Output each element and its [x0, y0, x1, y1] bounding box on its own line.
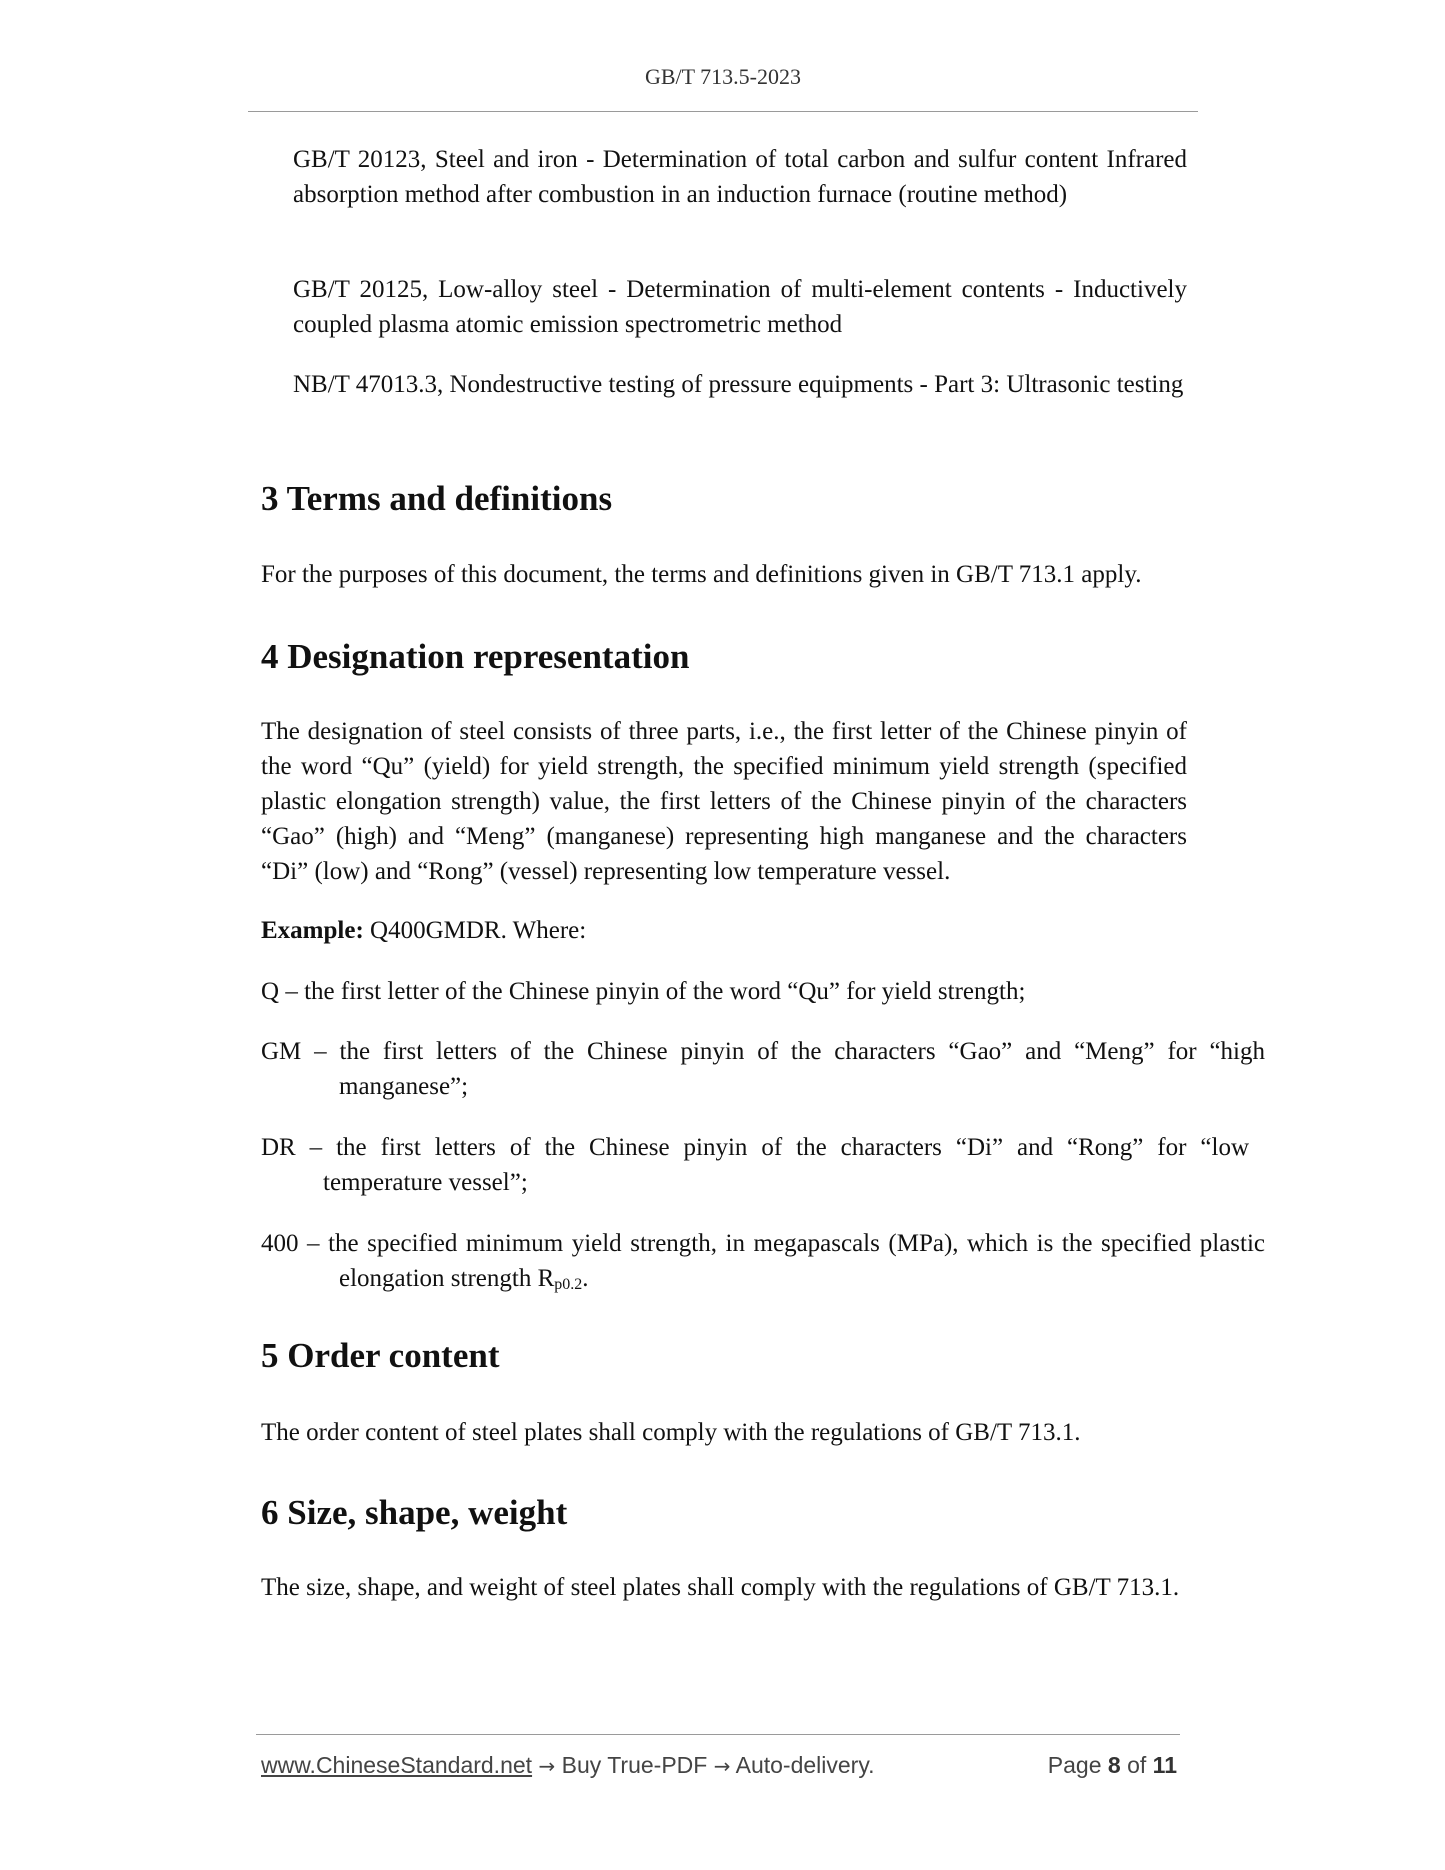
designation-item-q: Q – the first letter of the Chinese pinyin of the word “Qu” for yield strength;	[261, 978, 1026, 1005]
designation-item-400: 400 – the specified minimum yield strength, in megapascals (MPa), which is the specified plastic elongation strength $R_{p0.2}$.	[261, 1230, 1266, 1293]
item-text: the first letter of the Chinese pinyin of the word “Qu” for yield strength;	[304, 978, 1026, 1005]
section-5-text: The order content of steel plates shall comply with the regulations of GB/T 713.1.	[261, 1419, 1081, 1446]
item-text: the first letters of the Chinese pinyin of the characters “Gao” and “Meng” for “high manganese”;	[339, 1038, 1265, 1100]
item-text: the specified minimum yield strength, in megapascals (MPa), which is the specified plastic elongation strength R	[328, 1230, 1266, 1292]
page-label: Page	[1047, 1752, 1102, 1778]
item-key: Q	[261, 978, 280, 1005]
item-key: GM	[261, 1038, 302, 1065]
reference-gbt-20123: GB/T 20123, Steel and iron - Determination of total carbon and sulfur content Infrared absorption method after combustion in an induction furnace (routine method)	[293, 146, 1187, 208]
designation-item-gm: GM – the first letters of the Chinese pinyin of the characters “Gao” and “Meng” for “high manganese”;	[261, 1038, 1265, 1100]
example-line	[261, 913, 1187, 948]
page-number: 8	[1107, 1752, 1121, 1778]
page-indicator	[1048, 1752, 1177, 1779]
designation-item-dr: DR – the first letters of the Chinese pinyin of the characters “Di” and “Rong” for “low temperature vessel”;	[261, 1134, 1249, 1196]
example-label: Example:	[261, 917, 364, 944]
page-footer	[261, 1752, 1181, 1782]
page-total: 11	[1152, 1752, 1177, 1778]
item-tail: .	[582, 1265, 589, 1292]
footer-divider	[256, 1734, 1180, 1735]
reference-gbt-20125: GB/T 20125, Low-alloy steel - Determination of multi-element contents - Inductively coupled plasma atomic emission spectrometric method	[293, 276, 1187, 338]
section-5-heading: 5 Order content	[261, 1336, 500, 1375]
section-3-heading: 3 Terms and definitions	[261, 479, 613, 518]
section-4-text: The designation of steel consists of three parts, i.e., the first letter of the Chinese pinyin of the word “Qu” (yield) for yield strength, the specified minimum yield strength (specified plastic elongation strength) value, the first letters of the Chinese pinyin of the characters “Gao” (high) and “Meng” (manganese) representing high manganese and the characters “Di” (low) and “Rong” (vessel) representing low temperature vessel.	[261, 718, 1187, 885]
reference-nbt-47013-3: NB/T 47013.3, Nondestructive testing of pressure equipments - Part 3: Ultrasonic testing	[293, 371, 1184, 398]
website-link[interactable]: www.ChineseStandard.net	[261, 1752, 533, 1778]
section-6-heading: 6 Size, shape, weight	[261, 1493, 568, 1532]
arrow-right-icon: →	[713, 1754, 731, 1778]
auto-delivery-text: Auto-delivery.	[735, 1752, 875, 1778]
item-key: 400	[261, 1230, 299, 1257]
buy-true-pdf-text: Buy True-PDF	[561, 1752, 708, 1778]
example-value: Q400GMDR. Where:	[363, 917, 587, 944]
of-label: of	[1127, 1752, 1147, 1778]
section-6-text: The size, shape, and weight of steel plates shall comply with the regulations of GB/T 713.1.	[261, 1574, 1180, 1601]
header-divider	[248, 111, 1198, 112]
item-key: DR	[261, 1134, 296, 1161]
section-4-heading: 4 Designation representation	[261, 637, 690, 676]
arrow-right-icon: →	[538, 1754, 556, 1778]
section-3-text: For the purposes of this document, the terms and definitions given in GB/T 713.1 apply.	[261, 561, 1142, 588]
document-header: GB/T 713.5-2023	[644, 64, 802, 89]
item-subscript: p0.2	[554, 1276, 583, 1293]
item-text: the first letters of the Chinese pinyin of the characters “Di” and “Rong” for “low temperature vessel”;	[323, 1134, 1249, 1196]
